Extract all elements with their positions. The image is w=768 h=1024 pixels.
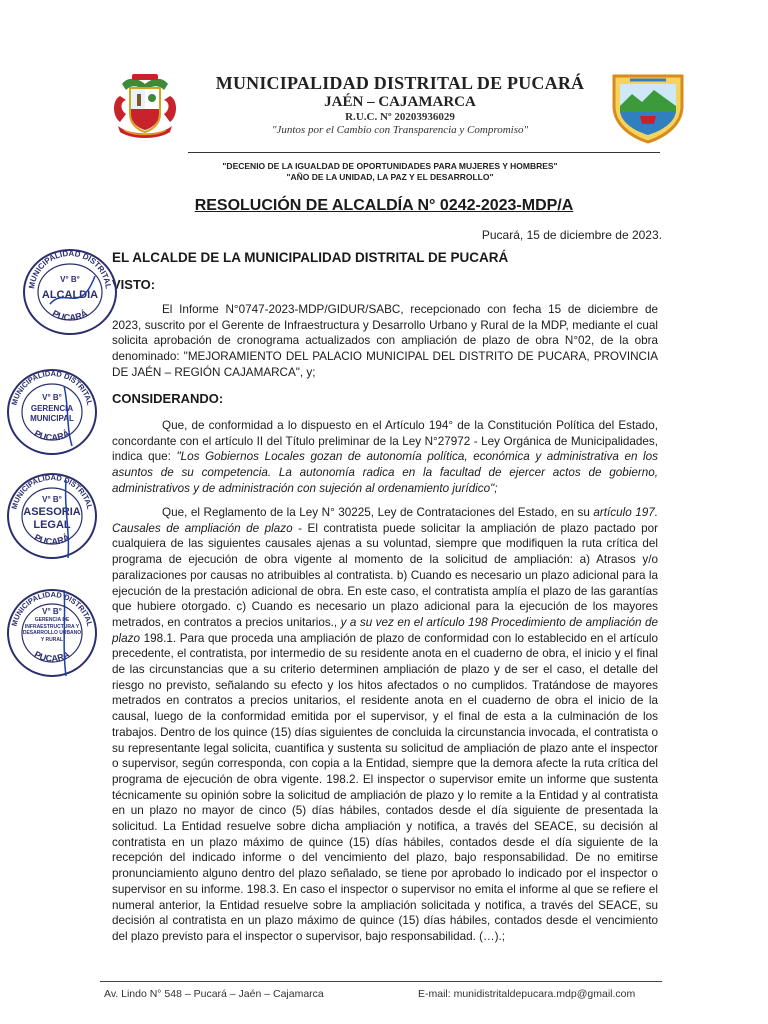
visto-heading: VISTO: <box>112 277 156 292</box>
year-designation <box>190 161 590 183</box>
considerando-paragraph-1 <box>112 418 658 497</box>
municipality-name: MUNICIPALIDAD DISTRITAL DE PUCARÁ <box>215 73 585 93</box>
considerando-paragraph-2 <box>112 505 658 945</box>
stamp-alcaldia <box>20 246 120 338</box>
stamp-office: GERENCIA MUNICIPAL <box>30 404 74 423</box>
stamp-top-text: MUNICIPALIDAD DISTRITAL <box>27 248 113 290</box>
stamp-bottom-text: PUCARÁ <box>32 428 72 443</box>
footer-divider <box>100 981 662 982</box>
paragraph-text: - El contratista puede solicitar la ampliación de plazo pactado por cualquiera de las siguientes causales ajenas a su voluntad, siempre que modifiquen la ruta crítica del programa de ejecución de obra vigente al momento de la solicitud de ampliación: a) Atrasos y/o paralizaciones por causas no atribuibles al contratista. b) Cuando es necesario un plazo adicional para la ejecución de la prestación adicional de obra. En este caso, el contratista amplía el plazo de las garantías que hubiere otorgado. c) Cuando es necesario un plazo adicional para la ejecución de los mayores metrados, en contratos a precios unitarios., <box>112 521 658 629</box>
stamp-gerencia-infraestructura <box>4 586 100 680</box>
ruc-number: R.U.C. Nº 20203936029 <box>345 111 455 123</box>
district-shield-icon <box>610 72 686 144</box>
stamp-office: ALCALDIA <box>41 289 99 301</box>
stamp-vb: V° B° <box>42 607 62 616</box>
header-divider <box>188 152 660 153</box>
footer-address: Av. Lindo N° 548 – Pucará – Jaén – Cajamarca <box>104 988 324 1000</box>
considerando-heading: CONSIDERANDO: <box>112 391 224 406</box>
stamp-office: GERENCIA DE INFRAESTRUCTURA Y DESARROLLO URBANO Y RURAL <box>22 617 82 643</box>
quoted-text: "Los Gobiernos Locales gozan de autonomía política, económica y administrativa en los asuntos de su competencia. La autonomía radica en la facultad de ejercer actos de gobierno, administrativos y de administración con sujeción al ordenamiento jurídico"; <box>112 450 658 495</box>
svg-text:PUCARÁ <box>33 649 72 664</box>
resolution-title: RESOLUCIÓN DE ALCALDÍA N° 0242-2023-MDP/A <box>194 197 574 214</box>
stamp-bottom-text: PUCARÁ <box>32 532 72 547</box>
stamp-vb: V° B° <box>42 495 62 504</box>
stamp-top-text: MUNICIPALIDAD DISTRITAL <box>9 368 95 407</box>
issuer-heading: EL ALCALDE DE LA MUNICIPALIDAD DISTRITAL DE PUCARÁ <box>112 250 509 265</box>
svg-text:PUCARÁ <box>33 428 72 443</box>
stamp-top-text: MUNICIPALIDAD DISTRITAL <box>9 589 95 628</box>
stamp-bottom-text: PUCARÁ <box>50 308 90 323</box>
stamp-asesoria-legal <box>4 470 100 562</box>
article-reference: artículo 197. Causales de ampliación de plazo <box>112 506 658 535</box>
motto: "Juntos por el Cambio con Transparencia y Compromiso" <box>271 124 529 136</box>
stamp-top-text: MUNICIPALIDAD DISTRITAL <box>9 472 95 511</box>
paragraph-text: Que, de conformidad a lo dispuesto en el Artículo 194° de la Constitución Política del Estado, concordante con el artículo II del Título preliminar de la Ley N°27972 - Ley Orgánica de Municipalidades, indica que: <box>112 419 658 464</box>
paragraph-text: Que, el Reglamento de la Ley N° 30225, Ley de Contrataciones del Estado, en su <box>162 506 594 519</box>
decenio-line: "DECENIO DE LA IGUALDAD DE OPORTUNIDADES PARA MUJERES Y HOMBRES" <box>222 161 558 171</box>
article-reference: y a su vez en el artículo 198 Procedimiento de ampliación de plazo <box>112 615 658 645</box>
municipality-location: JAÉN – CAJAMARCA <box>324 94 476 110</box>
stamp-gerencia-municipal <box>4 366 100 458</box>
resolution-date: Pucará, 15 de diciembre de 2023. <box>481 228 662 242</box>
year-name-line: "AÑO DE LA UNIDAD, LA PAZ Y EL DESARROLLO" <box>286 172 494 182</box>
footer-email: E-mail: munidistritaldepucara.mdp@gmail.com <box>418 988 636 1000</box>
stamp-office: ASESORIA LEGAL <box>23 506 81 531</box>
peru-coat-of-arms-icon <box>110 70 180 142</box>
svg-text:MUNICIPALIDAD DISTRITAL <box>10 473 95 511</box>
svg-text:PUCARÁ <box>33 532 72 547</box>
svg-text:PUCARÁ <box>51 308 90 323</box>
visto-paragraph: El Informe N°0747-2023-MDP/GIDUR/SABC, recepcionado con fecha 15 de diciembre de 2023, suscrito por el Gerente de Infraestructura y Desarrollo Urbano y Rural de la MDP, mediante el cual solicita aprobación de cronograma actualizados con ampliación de plazo de obra N°02, de la obra denominado: "MEJORAMIENTO DEL PALACIO MUNICIPAL DEL DISTRITO DE PUCARA, PROVINCIA DE JAÉN – REGIÓN CAJAMARCA", y; <box>112 303 658 379</box>
paragraph-text: 198.1. Para que proceda una ampliación de plazo de conformidad con lo establecido en el artículo precedente, el contratista, por intermedio de su residente anota en el cuaderno de obra, el inicio y el final de las circunstancias que a su criterio determinen ampliación de plazo y de ser el caso, el detalle del riesgo no previsto, señalando su efecto y los hitos afectados o no cumplidos. Tratándose de mayores metrados en contratos a precios unitarios, el residente anota en el cuaderno de obra el inicio de la causal, luego de la conformidad emitida por el supervisor, y el final de esta a la culminación de los trabajos. Dentro de los quince (15) días siguientes de concluida la circunstancia invocada, el contratista o su representante legal solicita, cuantifica y sustenta su solicitud de ampliación de plazo ante el inspector o supervisor, según corresponda, con copia a la Entidad, siempre que la demora afecte la ruta crítica del programa de ejecución de obra vigente. 198.2. El inspector o supervisor emite un informe que sustenta técnicamente su opinión sobre la solicitud de ampliación de plazo y lo remite a la Entidad y al contratista en un plazo no mayor de cinco (5) días hábiles, contados desde el día siguiente de presentada la solicitud. La Entidad resuelve sobre dicha ampliación y notifica, a través del SEACE, su decisión al contratista en un plazo máximo de quince (15) días hábiles, contados desde el día siguiente de la recepción del indicado informe o del vencimiento del plazo, bajo responsabilidad. De no emitirse pronunciamiento alguno dentro del plazo señalado, se tiene por aprobado lo indicado por el inspector o supervisor en su informe. 198.3. En caso el inspector o supervisor no emita el informe al que se refiere el numeral anterior, la Entidad resuelve sobre la ampliación solicitada y notifica, a través del SEACE, su decisión al contratista en un plazo máximo de quince (15) días hábiles, contados desde el vencimiento del plazo previsto para el inspector o supervisor, bajo responsabilidad. (…).; <box>112 631 658 943</box>
stamp-vb: V° B° <box>60 275 80 284</box>
stamp-bottom-text: PUCARÁ <box>32 649 72 664</box>
stamp-vb: V° B° <box>42 393 62 402</box>
